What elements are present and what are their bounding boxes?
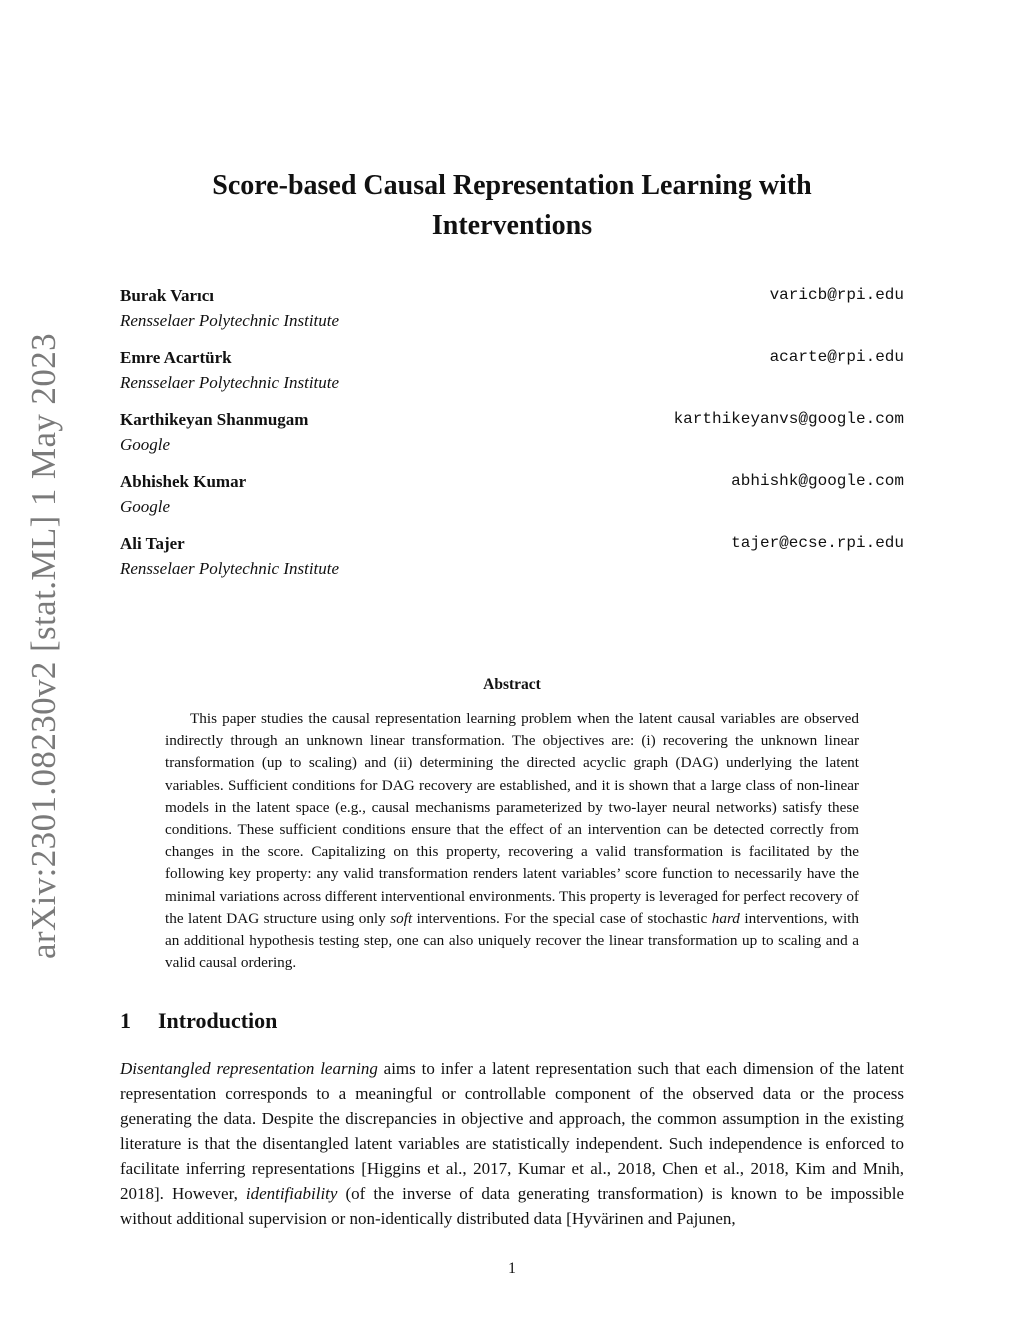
title-line-2: Interventions xyxy=(431,210,593,241)
author-email: varicb@rpi.edu xyxy=(769,286,904,304)
abstract-emphasis: soft xyxy=(390,909,413,927)
abstract-text-part: interventions, with an additional hypothesis testing step, one can also uniquely recover the linear transformation up to scaling and a valid causal ordering. xyxy=(165,909,859,972)
author-name: Emre Acartürk xyxy=(120,348,232,367)
author-email: abhishk@google.com xyxy=(731,472,904,490)
author-block xyxy=(120,472,904,526)
abstract-emphasis: hard xyxy=(711,909,740,927)
intro-text-part: (of the inverse of data generating transformation) is known to be impossible without additional supervision or non-identically distributed data [Hyvärinen and Pajunen, xyxy=(120,1184,904,1228)
intro-text-part: aims to infer a latent representation such that each dimension of the latent representation corresponds to a meaningful or controllable component of the observed data or the process generating the data. Despite the discrepancies in objective and approach, the common assumption in the existing literature is that the disentangled latent variables are statistically independent. Such independence is enforced to facilitate inferring representations [Higgins et al., 2017, Kumar et al., 2018, Chen et al., 2018, Kim and Mnih, 2018]. However, xyxy=(120,1059,905,1203)
author-block xyxy=(120,286,904,340)
author-affiliation: Rensselaer Polytechnic Institute xyxy=(120,559,340,578)
author-name: Burak Varıcı xyxy=(120,286,214,305)
author-name: Karthikeyan Shanmugam xyxy=(120,410,309,429)
author-block xyxy=(120,348,904,402)
paper-title xyxy=(150,166,874,246)
intro-paragraph xyxy=(120,1056,904,1231)
abstract-heading: Abstract xyxy=(483,676,541,693)
intro-emphasis: identifiability xyxy=(245,1184,338,1203)
author-block xyxy=(120,534,904,588)
author-affiliation: Google xyxy=(120,497,171,516)
author-block xyxy=(120,410,904,464)
intro-emphasis: Disentangled representation learning xyxy=(120,1059,378,1078)
arxiv-identifier: arXiv:2301.08230v2 [stat.ML] 1 May 2023 xyxy=(24,332,63,960)
author-email: karthikeyanvs@google.com xyxy=(673,410,904,428)
author-affiliation: Rensselaer Polytechnic Institute xyxy=(120,373,340,392)
author-affiliation: Rensselaer Polytechnic Institute xyxy=(120,311,340,330)
abstract-text xyxy=(165,708,859,974)
abstract-text-part: This paper studies the causal representation learning problem when the latent causal variables are observed indirectly through an unknown linear transformation. The objectives are: (i) recovering the unknown linear transformation (up to scaling) and (ii) determining the directed acyclic graph (DAG) underlying the latent variables. Sufficient conditions for DAG recovery are established, and it is shown that a large class of non-linear models in the latent space (e.g., causal mechanisms parameterized by two-layer neural networks) satisfy these conditions. These sufficient conditions ensure that the effect of an intervention can be detected correctly from changes in the score. Capitalizing on this property, recovering a valid transformation is facilitated by the following key property: any valid transformation renders latent variables’ score function to necessarily have the minimal variations across different interventional environments. This property is leveraged for perfect recovery of the latent DAG structure using only xyxy=(165,710,859,927)
abstract-text-part: interventions. For the special case of stochastic xyxy=(412,909,712,927)
author-affiliation: Google xyxy=(120,435,171,454)
page-number: 1 xyxy=(508,1260,516,1277)
author-name: Ali Tajer xyxy=(120,534,185,553)
title-line-1: Score-based Causal Representation Learning with xyxy=(212,170,812,201)
author-email: tajer@ecse.rpi.edu xyxy=(731,534,904,552)
section-title: Introduction xyxy=(158,1008,278,1033)
section-number: 1 xyxy=(120,1008,131,1033)
section-heading xyxy=(120,1008,277,1034)
author-email: acarte@rpi.edu xyxy=(769,348,904,366)
author-name: Abhishek Kumar xyxy=(120,472,247,491)
